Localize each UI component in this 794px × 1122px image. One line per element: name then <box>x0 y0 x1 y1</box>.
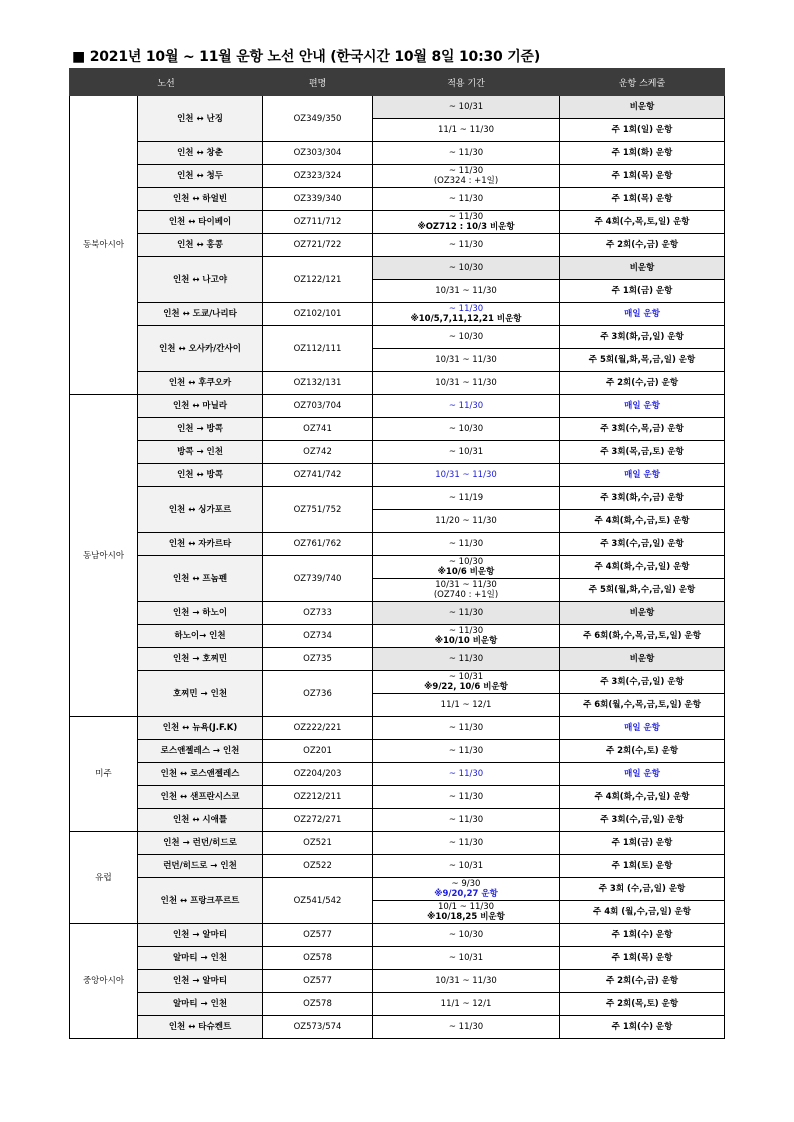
flight-number-cell: OZ522 <box>263 855 373 878</box>
flight-schedule-table <box>69 68 725 1039</box>
period-text: ~ 11/30 <box>448 539 484 549</box>
region-cell: 중앙아시아 <box>70 924 138 1039</box>
page-title: ■ 2021년 10월 ~ 11월 운항 노선 안내 (한국시간 10월 8일 10:30 기준) <box>72 49 541 65</box>
period-text: 11/1 ~ 12/1 <box>440 700 492 710</box>
route-cell: 인천 ↔ 샌프란시스코 <box>138 786 263 809</box>
schedule-cell: 주 1회(토) 운항 <box>560 855 725 878</box>
route-cell: 인천 → 호찌민 <box>138 648 263 671</box>
route-cell: 인천 ↔ 싱가포르 <box>138 487 263 533</box>
period-cell <box>373 142 560 165</box>
schedule-cell: 주 6회(화,수,목,금,토,일) 운항 <box>560 625 725 648</box>
period-cell <box>373 188 560 211</box>
flight-number-cell: OZ112/111 <box>263 326 373 372</box>
period-cell <box>373 211 560 234</box>
table-header-row <box>70 69 725 96</box>
period-text: ~ 11/30 <box>448 769 484 779</box>
period-text: ~ 11/30 <box>448 1022 484 1032</box>
flight-number-cell: OZ733 <box>263 602 373 625</box>
schedule-cell: 매일 운항 <box>560 717 725 740</box>
region-cell: 동남아시아 <box>70 395 138 717</box>
schedule-cell: 주 1회(화) 운항 <box>560 142 725 165</box>
period-text: 11/1 ~ 11/30 <box>437 125 495 135</box>
period-cell <box>373 717 560 740</box>
period-cell <box>373 694 560 717</box>
flight-number-cell: OZ222/221 <box>263 717 373 740</box>
schedule-cell: 주 4회(화,수,금,일) 운항 <box>560 556 725 579</box>
period-cell <box>373 809 560 832</box>
period-cell <box>373 510 560 533</box>
period-text: 10/31 ~ 11/30 <box>435 470 497 480</box>
flight-number-cell: OZ204/203 <box>263 763 373 786</box>
schedule-cell: 주 4회(화,수,금,일) 운항 <box>560 786 725 809</box>
flight-number-cell: OZ573/574 <box>263 1016 373 1039</box>
period-text: 10/31 ~ 11/30 <box>435 378 497 388</box>
period-cell <box>373 579 560 602</box>
schedule-cell: 주 2회(수,토) 운항 <box>560 740 725 763</box>
schedule-cell: 주 6회(월,수,목,금,토,일) 운항 <box>560 694 725 717</box>
period-cell <box>373 257 560 280</box>
header-flight: 편명 <box>263 69 373 96</box>
period-cell <box>373 395 560 418</box>
period-note: ※9/22, 10/6 비운항 <box>424 682 508 692</box>
schedule-cell: 주 3회(목,금,토) 운항 <box>560 441 725 464</box>
schedule-cell: 주 1회(수) 운항 <box>560 1016 725 1039</box>
table-row <box>70 625 725 648</box>
route-cell: 인천 ↔ 자카르타 <box>138 533 263 556</box>
period-cell <box>373 924 560 947</box>
period-cell <box>373 96 560 119</box>
table-row <box>70 234 725 257</box>
flight-number-cell: OZ751/752 <box>263 487 373 533</box>
route-cell: 인천 ↔ 도쿄/나리타 <box>138 303 263 326</box>
period-note: ※10/5,7,11,12,21 비운항 <box>410 314 522 324</box>
route-cell: 인천 ↔ 후쿠오카 <box>138 372 263 395</box>
flight-number-cell: OZ711/712 <box>263 211 373 234</box>
route-cell: 인천 ↔ 타이베이 <box>138 211 263 234</box>
period-cell <box>373 556 560 579</box>
schedule-cell: 주 1회(목) 운항 <box>560 188 725 211</box>
flight-number-cell: OZ734 <box>263 625 373 648</box>
region-cell: 미주 <box>70 717 138 832</box>
period-text: ~ 11/30 <box>448 815 484 825</box>
period-cell <box>373 464 560 487</box>
period-text: ~ 10/30 <box>448 424 484 434</box>
period-cell <box>373 648 560 671</box>
period-text: ~ 11/30 <box>448 304 484 314</box>
period-cell <box>373 855 560 878</box>
flight-number-cell: OZ739/740 <box>263 556 373 602</box>
schedule-cell: 매일 운항 <box>560 303 725 326</box>
region-cell: 유럽 <box>70 832 138 924</box>
schedule-cell: 주 3회(화,수,금) 운항 <box>560 487 725 510</box>
table-row <box>70 740 725 763</box>
period-note: ※OZ712 : 10/3 비운항 <box>417 222 515 232</box>
schedule-cell: 주 3회(수,금,일) 운항 <box>560 533 725 556</box>
period-text: ~ 11/30 <box>448 838 484 848</box>
period-text: ~ 11/30 <box>448 608 484 618</box>
flight-number-cell: OZ303/304 <box>263 142 373 165</box>
route-cell: 알마티 → 인천 <box>138 993 263 1016</box>
schedule-cell: 주 4회(화,수,금,토) 운항 <box>560 510 725 533</box>
period-cell <box>373 1016 560 1039</box>
route-cell: 인천 ↔ 오사카/간사이 <box>138 326 263 372</box>
flight-number-cell: OZ577 <box>263 924 373 947</box>
period-cell <box>373 878 560 901</box>
table-row <box>70 372 725 395</box>
table-row <box>70 326 725 349</box>
schedule-cell: 주 4회(수,목,토,일) 운항 <box>560 211 725 234</box>
period-cell <box>373 993 560 1016</box>
flight-number-cell: OZ541/542 <box>263 878 373 924</box>
table-row <box>70 786 725 809</box>
schedule-cell: 주 1회(금) 운항 <box>560 832 725 855</box>
route-cell: 인천 ↔ 홍콩 <box>138 234 263 257</box>
table-row <box>70 602 725 625</box>
flight-number-cell: OZ741/742 <box>263 464 373 487</box>
flight-number-cell: OZ272/271 <box>263 809 373 832</box>
schedule-cell: 주 1회(일) 운항 <box>560 119 725 142</box>
period-text: ~ 11/30 <box>448 240 484 250</box>
flight-number-cell: OZ212/211 <box>263 786 373 809</box>
table-row <box>70 648 725 671</box>
period-text: ~ 10/30 <box>448 557 484 567</box>
period-note: (OZ324 : +1일) <box>433 176 499 186</box>
table-body <box>70 96 725 1039</box>
table-row <box>70 809 725 832</box>
table-row <box>70 142 725 165</box>
period-text: ~ 10/31 <box>448 861 484 871</box>
route-cell: 인천 ↔ 창춘 <box>138 142 263 165</box>
table-row <box>70 303 725 326</box>
table-row <box>70 441 725 464</box>
route-cell: 인천 ↔ 마닐라 <box>138 395 263 418</box>
flight-number-cell: OZ122/121 <box>263 257 373 303</box>
table-row <box>70 671 725 694</box>
period-cell <box>373 349 560 372</box>
table-row <box>70 533 725 556</box>
route-cell: 런던/히드로 → 인천 <box>138 855 263 878</box>
period-text: ~ 10/31 <box>448 102 484 112</box>
period-cell <box>373 763 560 786</box>
schedule-cell: 주 3회(화,금,일) 운항 <box>560 326 725 349</box>
table-row <box>70 855 725 878</box>
table-row <box>70 395 725 418</box>
period-text: 10/1 ~ 11/30 <box>437 902 495 912</box>
table-row <box>70 993 725 1016</box>
period-cell <box>373 901 560 924</box>
flight-number-cell: OZ578 <box>263 947 373 970</box>
flight-number-cell: OZ132/131 <box>263 372 373 395</box>
period-text: 10/31 ~ 11/30 <box>435 286 497 296</box>
schedule-cell: 주 5회(월,화,목,금,일) 운항 <box>560 349 725 372</box>
period-text: ~ 11/30 <box>448 626 484 636</box>
schedule-cell: 비운항 <box>560 602 725 625</box>
period-text: ~ 11/30 <box>448 723 484 733</box>
period-cell <box>373 786 560 809</box>
route-cell: 인천 → 런던/히드로 <box>138 832 263 855</box>
period-cell <box>373 970 560 993</box>
period-cell <box>373 280 560 303</box>
period-cell <box>373 947 560 970</box>
period-text: ~ 11/30 <box>448 194 484 204</box>
route-cell: 알마티 → 인천 <box>138 947 263 970</box>
period-note: (OZ740 : +1일) <box>433 590 499 600</box>
schedule-cell: 주 3회(수,목,금) 운항 <box>560 418 725 441</box>
route-cell: 인천 ↔ 나고야 <box>138 257 263 303</box>
period-text: 10/31 ~ 11/30 <box>435 580 497 590</box>
period-cell <box>373 326 560 349</box>
flight-number-cell: OZ741 <box>263 418 373 441</box>
schedule-cell: 주 2회(수,금) 운항 <box>560 372 725 395</box>
period-text: ~ 10/30 <box>448 930 484 940</box>
flight-number-cell: OZ323/324 <box>263 165 373 188</box>
table-row <box>70 763 725 786</box>
flight-number-cell: OZ349/350 <box>263 96 373 142</box>
schedule-cell: 주 2회(수,금) 운항 <box>560 970 725 993</box>
schedule-cell: 주 5회(월,화,수,금,일) 운항 <box>560 579 725 602</box>
table-row <box>70 947 725 970</box>
flight-number-cell: OZ521 <box>263 832 373 855</box>
schedule-cell: 비운항 <box>560 257 725 280</box>
period-text: ~ 11/30 <box>448 401 484 411</box>
route-cell: 인천 ↔ 타슈켄트 <box>138 1016 263 1039</box>
period-cell <box>373 602 560 625</box>
table-row <box>70 556 725 579</box>
period-cell <box>373 234 560 257</box>
table-row <box>70 878 725 901</box>
period-cell <box>373 303 560 326</box>
schedule-cell: 주 1회(목) 운항 <box>560 947 725 970</box>
period-cell <box>373 487 560 510</box>
route-cell: 인천 ↔ 프놈펜 <box>138 556 263 602</box>
table-row <box>70 717 725 740</box>
flight-number-cell: OZ577 <box>263 970 373 993</box>
route-cell: 인천 ↔ 방콕 <box>138 464 263 487</box>
period-text: ~ 11/30 <box>448 212 484 222</box>
period-text: 10/31 ~ 11/30 <box>435 976 497 986</box>
table-row <box>70 464 725 487</box>
period-text: ~ 11/30 <box>448 148 484 158</box>
schedule-cell: 비운항 <box>560 96 725 119</box>
period-cell <box>373 119 560 142</box>
period-cell <box>373 740 560 763</box>
flight-number-cell: OZ102/101 <box>263 303 373 326</box>
period-text: 11/20 ~ 11/30 <box>435 516 497 526</box>
period-text: ~ 10/30 <box>448 332 484 342</box>
period-text: ~ 10/30 <box>448 263 484 273</box>
table-row <box>70 487 725 510</box>
table-row <box>70 1016 725 1039</box>
flight-number-cell: OZ201 <box>263 740 373 763</box>
period-text: ~ 10/31 <box>448 953 484 963</box>
flight-number-cell: OZ761/762 <box>263 533 373 556</box>
period-cell <box>373 372 560 395</box>
schedule-cell: 주 4회 (월,수,금,일) 운항 <box>560 901 725 924</box>
period-cell <box>373 832 560 855</box>
route-cell: 인천 ↔ 청두 <box>138 165 263 188</box>
flight-number-cell: OZ721/722 <box>263 234 373 257</box>
period-text: ~ 11/19 <box>448 493 484 503</box>
region-cell: 동북아시아 <box>70 96 138 395</box>
route-cell: 인천 → 하노이 <box>138 602 263 625</box>
period-note: ※10/10 비운항 <box>434 636 498 646</box>
period-text: ~ 11/30 <box>448 792 484 802</box>
period-cell <box>373 418 560 441</box>
route-cell: 로스앤젤레스 → 인천 <box>138 740 263 763</box>
table-row <box>70 188 725 211</box>
schedule-cell: 매일 운항 <box>560 464 725 487</box>
period-text: ~ 11/30 <box>448 746 484 756</box>
route-cell: 하노이→ 인천 <box>138 625 263 648</box>
period-text: ~ 10/31 <box>448 672 484 682</box>
table-row <box>70 924 725 947</box>
header-period: 적용 기간 <box>373 69 560 96</box>
flight-number-cell: OZ735 <box>263 648 373 671</box>
route-cell: 인천 ↔ 하얼빈 <box>138 188 263 211</box>
schedule-cell: 주 3회(수,금,일) 운항 <box>560 809 725 832</box>
table-row <box>70 257 725 280</box>
route-cell: 인천 → 알마티 <box>138 924 263 947</box>
period-text: ~ 11/30 <box>448 166 484 176</box>
period-text: ~ 10/31 <box>448 447 484 457</box>
schedule-cell: 주 1회(수) 운항 <box>560 924 725 947</box>
schedule-cell: 주 3회 (수,금,일) 운항 <box>560 878 725 901</box>
route-cell: 인천 → 알마티 <box>138 970 263 993</box>
period-note: ※10/18,25 비운항 <box>427 912 505 922</box>
schedule-cell: 매일 운항 <box>560 763 725 786</box>
schedule-cell: 주 1회(목) 운항 <box>560 165 725 188</box>
route-cell: 호찌민 → 인천 <box>138 671 263 717</box>
period-text: ~ 9/30 <box>451 879 481 889</box>
table-row <box>70 211 725 234</box>
route-cell: 인천 ↔ 뉴욕(J.F.K) <box>138 717 263 740</box>
schedule-cell: 비운항 <box>560 648 725 671</box>
route-cell: 방콕 → 인천 <box>138 441 263 464</box>
period-text: ~ 11/30 <box>448 654 484 664</box>
flight-number-cell: OZ339/340 <box>263 188 373 211</box>
route-cell: 인천 ↔ 프랑크푸르트 <box>138 878 263 924</box>
table-row <box>70 96 725 119</box>
period-note: ※10/6 비운항 <box>437 567 495 577</box>
period-cell <box>373 165 560 188</box>
header-route: 노선 <box>70 69 263 96</box>
schedule-cell: 주 3회(수,금,일) 운항 <box>560 671 725 694</box>
period-cell <box>373 671 560 694</box>
flight-number-cell: OZ578 <box>263 993 373 1016</box>
schedule-cell: 주 1회(금) 운항 <box>560 280 725 303</box>
period-cell <box>373 533 560 556</box>
header-schedule: 운항 스케줄 <box>560 69 725 96</box>
schedule-cell: 주 2회(수,금) 운항 <box>560 234 725 257</box>
table-row <box>70 418 725 441</box>
table-row <box>70 832 725 855</box>
route-cell: 인천 ↔ 난징 <box>138 96 263 142</box>
flight-number-cell: OZ703/704 <box>263 395 373 418</box>
schedule-cell: 매일 운항 <box>560 395 725 418</box>
period-note: ※9/20,27 운항 <box>434 889 498 899</box>
period-text: 11/1 ~ 12/1 <box>440 999 492 1009</box>
period-cell <box>373 625 560 648</box>
period-text: 10/31 ~ 11/30 <box>435 355 497 365</box>
flight-number-cell: OZ736 <box>263 671 373 717</box>
schedule-cell: 주 2회(목,토) 운항 <box>560 993 725 1016</box>
table-row <box>70 970 725 993</box>
table-row <box>70 165 725 188</box>
route-cell: 인천 → 방콕 <box>138 418 263 441</box>
period-cell <box>373 441 560 464</box>
route-cell: 인천 ↔ 시애틀 <box>138 809 263 832</box>
flight-number-cell: OZ742 <box>263 441 373 464</box>
route-cell: 인천 ↔ 로스앤젤레스 <box>138 763 263 786</box>
